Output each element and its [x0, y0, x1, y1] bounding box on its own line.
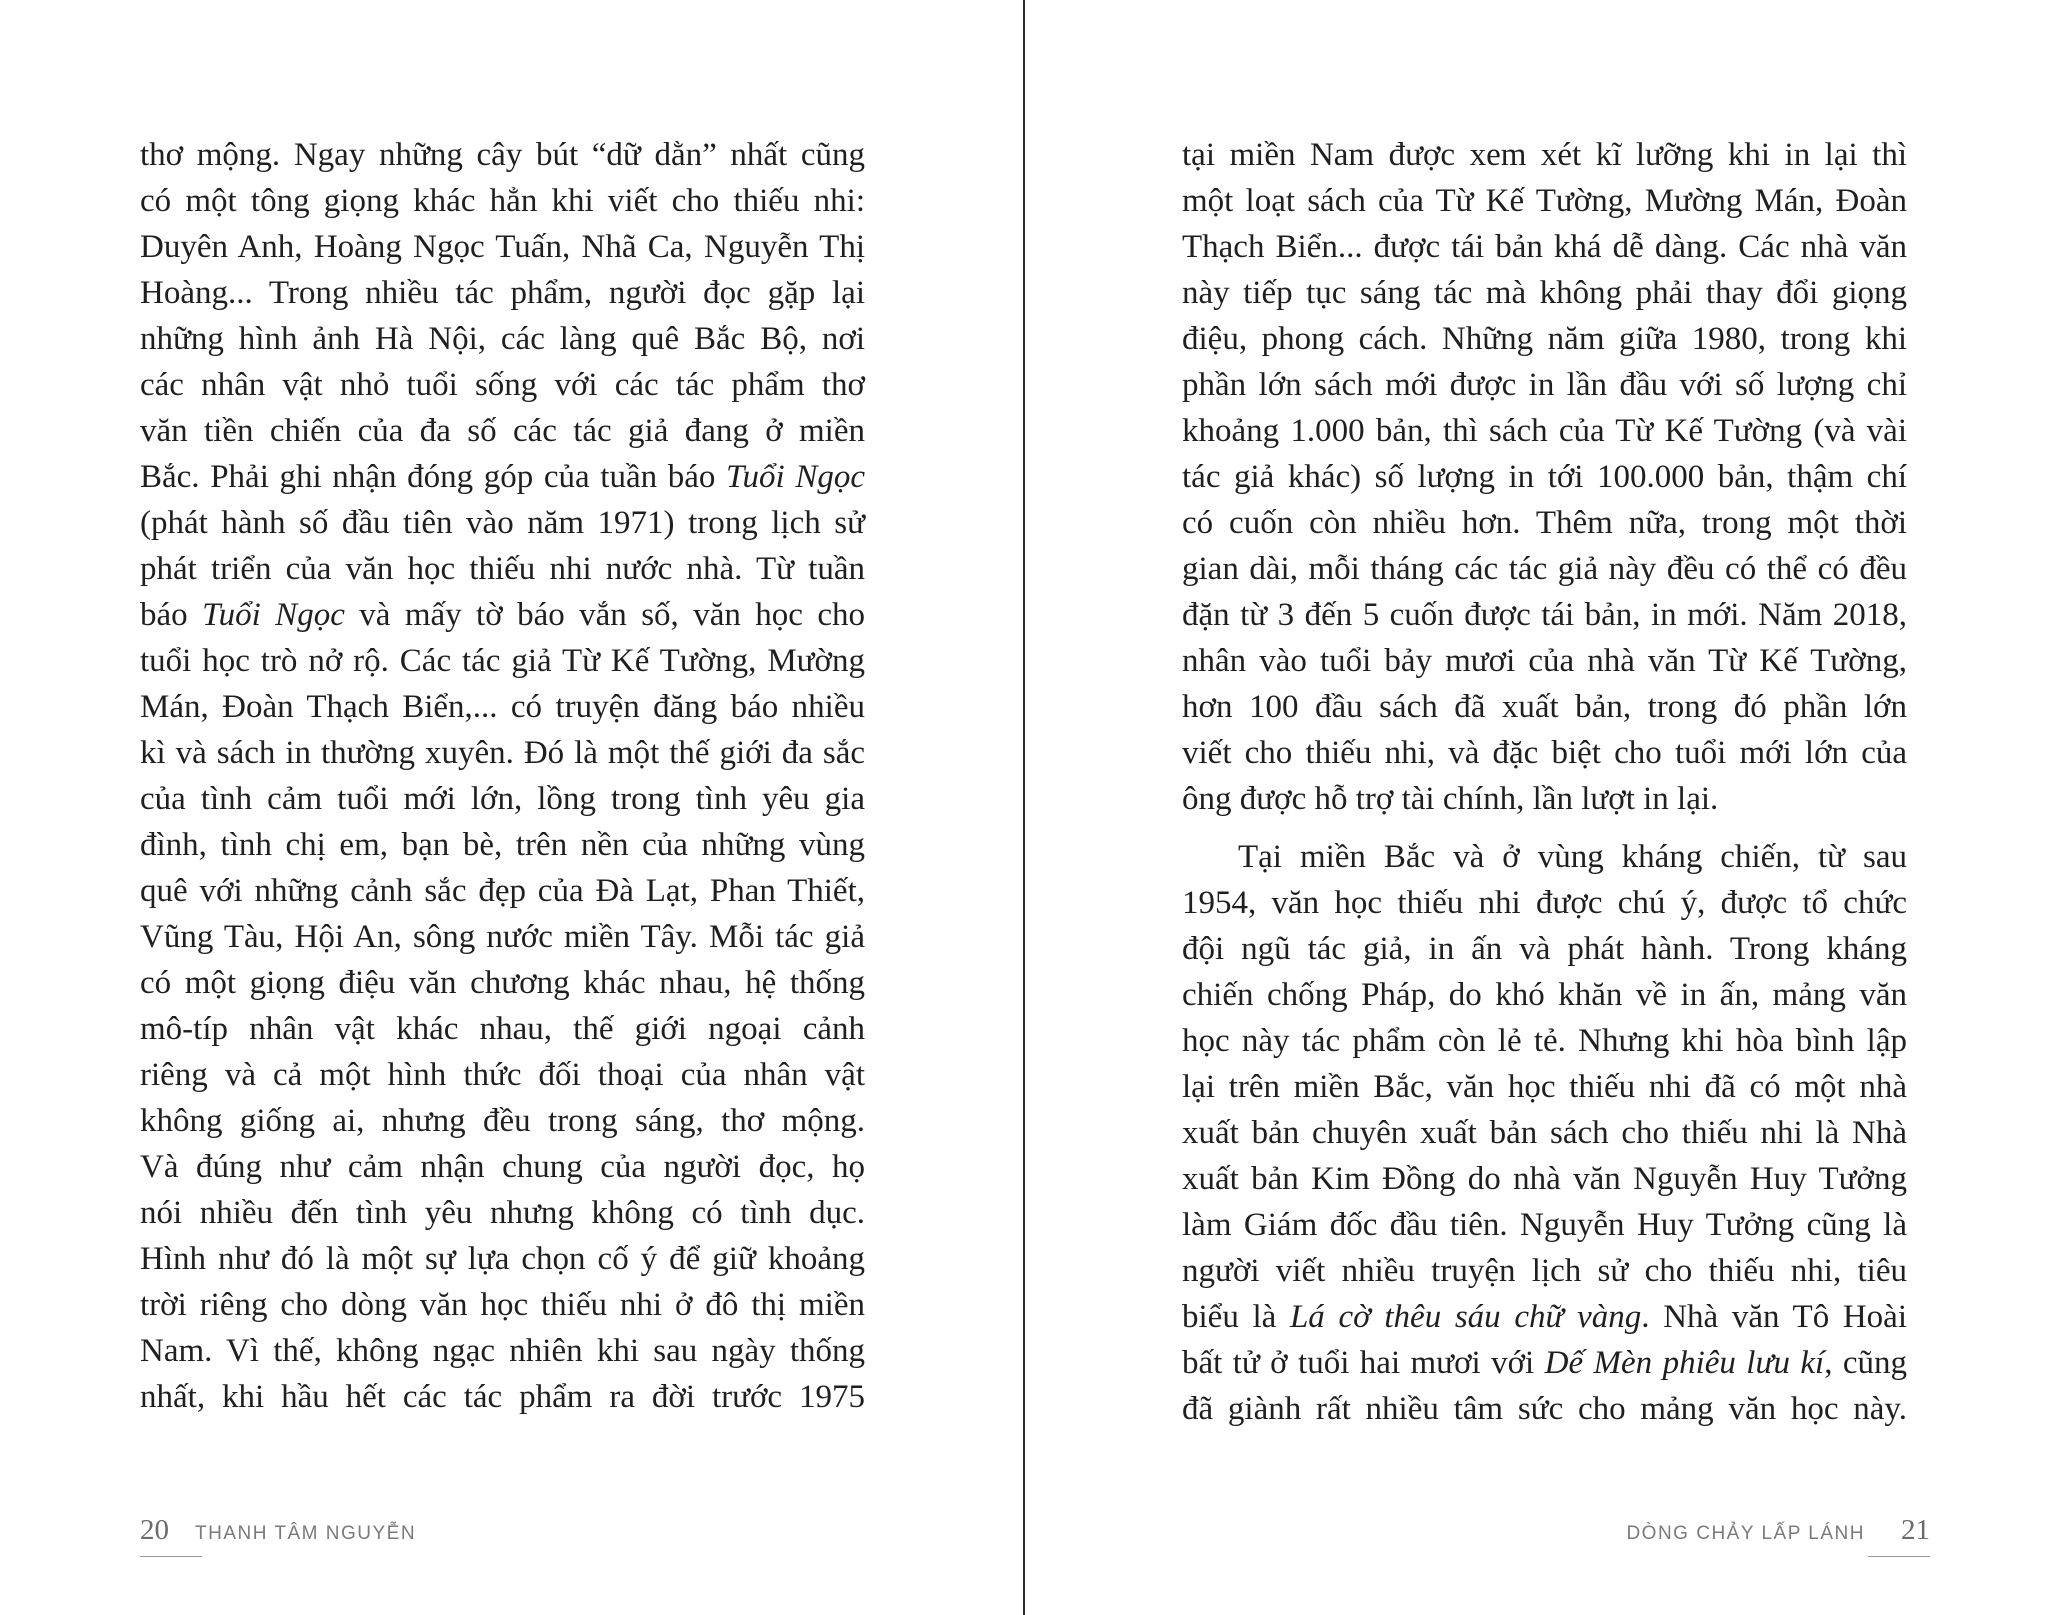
text-line: của tình cảm tuổi mới lớn, lồng trong tình yêu gia [140, 781, 865, 817]
text-line: kì và sách in thường xuyên. Đó là một thế giới đa sắc [140, 735, 865, 771]
text-line: đội ngũ tác giả, in ấn và phát hành. Trong kháng [1182, 931, 1907, 967]
text-line: tuổi học trò nở rộ. Các tác giả Từ Kế Tường, Mường [140, 643, 865, 679]
text-line: có một giọng điệu văn chương khác nhau, hệ thống [140, 965, 865, 1001]
right-body-text [1182, 132, 1907, 1432]
text-line: tác giả khác) số lượng in tới 100.000 bản, thậm chí [1182, 459, 1907, 495]
running-head-book-title: DÒNG CHẢY LẤP LÁNH [1626, 1523, 1865, 1544]
text-line: xuất bản chuyên xuất bản sách cho thiếu nhi là Nhà [1182, 1115, 1907, 1151]
text-line: làm Giám đốc đầu tiên. Nguyễn Huy Tưởng cũng là [1182, 1207, 1907, 1243]
text-line: Duyên Anh, Hoàng Ngọc Tuấn, Nhã Ca, Nguyễn Thị [140, 229, 865, 265]
text-line: quê với những cảnh sắc đẹp của Đà Lạt, Phan Thiết, [140, 873, 865, 909]
text-line: Hoàng... Trong nhiều tác phẩm, người đọc gặp lại [140, 275, 865, 311]
italic-title: Dế Mèn phiêu lưu kí [1544, 1345, 1825, 1381]
folio-rule [1868, 1556, 1930, 1557]
text-line: có một tông giọng khác hẳn khi viết cho thiếu nhi: [140, 183, 865, 219]
text-line: có cuốn còn nhiều hơn. Thêm nữa, trong một thời [1182, 505, 1907, 541]
text-line: này tiếp tục sáng tác mà không phải thay đổi giọng [1182, 275, 1907, 311]
text-line: phần lớn sách mới được in lần đầu với số lượng chỉ [1182, 367, 1907, 403]
text-line: Nam. Vì thế, không ngạc nhiên khi sau ngày thống [140, 1333, 865, 1369]
text-line: Tại miền Bắc và ở vùng kháng chiến, từ sau [1238, 839, 1907, 875]
text-line: mô-típ nhân vật khác nhau, thế giới ngoại cảnh [140, 1011, 865, 1047]
text-line: 1954, văn học thiếu nhi được chú ý, được tổ chức [1182, 885, 1907, 921]
page-number: 20 [140, 1514, 169, 1546]
text-line: viết cho thiếu nhi, và đặc biệt cho tuổi mới lớn của [1182, 735, 1907, 771]
italic-title: Tuổi Ngọc [202, 597, 345, 633]
text-line: đã giành rất nhiều tâm sức cho mảng văn học này. [1182, 1391, 1907, 1427]
text-line: điệu, phong cách. Những năm giữa 1980, trong khi [1182, 321, 1907, 357]
page-number: 21 [1901, 1514, 1930, 1546]
text-line: Và đúng như cảm nhận chung của người đọc, họ [140, 1149, 865, 1185]
text-line: không giống ai, nhưng đều trong sáng, thơ mộng. [140, 1103, 865, 1139]
text-line: gian dài, mỗi tháng các tác giả này đều có thể có đều [1182, 551, 1907, 587]
text-line: phát triển của văn học thiếu nhi nước nhà. Từ tuần [140, 551, 865, 587]
text-line: một loạt sách của Từ Kế Tường, Mường Mán, Đoàn [1182, 183, 1907, 219]
text-line: báo Tuổi Ngọc và mấy tờ báo vắn số, văn học cho [140, 597, 865, 633]
text-line: (phát hành số đầu tiên vào năm 1971) trong lịch sử [140, 505, 865, 541]
text-line: Bắc. Phải ghi nhận đóng góp của tuần báo Tuổi Ngọc [140, 459, 866, 495]
right-footer [1626, 1514, 1930, 1558]
text-line: trời riêng cho dòng văn học thiếu nhi ở đô thị miền [140, 1287, 865, 1323]
text-line: học này tác phẩm còn lẻ tẻ. Nhưng khi hòa bình lập [1182, 1023, 1907, 1059]
text-line: riêng và cả một hình thức đối thoại của nhân vật [140, 1057, 865, 1093]
right-page [1025, 0, 2048, 1615]
text-line: Thạch Biển... được tái bản khá dễ dàng. Các nhà văn [1182, 229, 1907, 265]
text-line: Vũng Tàu, Hội An, sông nước miền Tây. Mỗi tác giả [140, 919, 865, 955]
folio-rule [140, 1556, 202, 1557]
text-line: đình, tình chị em, bạn bè, trên nền của những vùng [140, 827, 865, 863]
text-line: tại miền Nam được xem xét kĩ lưỡng khi in lại thì [1182, 137, 1907, 173]
paragraph-gap [1182, 822, 1907, 834]
text-line: những hình ảnh Hà Nội, các làng quê Bắc Bộ, nơi [140, 321, 865, 357]
running-head-author: THANH TÂM NGUYỄN [195, 1523, 417, 1544]
text-line: hơn 100 đầu sách đã xuất bản, trong đó phần lớn [1182, 689, 1907, 725]
text-line: nói nhiều đến tình yêu nhưng không có tình dục. [140, 1195, 865, 1231]
text-line: người viết nhiều truyện lịch sử cho thiếu nhi, tiêu [1182, 1253, 1907, 1289]
text-line: văn tiền chiến của đa số các tác giả đang ở miền [140, 413, 865, 449]
text-line: biểu là Lá cờ thêu sáu chữ vàng. Nhà văn Tô Hoài [1182, 1299, 1908, 1335]
text-line: thơ mộng. Ngay những cây bút “dữ dằn” nhất cũng [140, 137, 865, 173]
text-line: xuất bản Kim Đồng do nhà văn Nguyễn Huy Tưởng [1182, 1161, 1907, 1197]
left-body-text [140, 132, 865, 1420]
text-line: đặn từ 3 đến 5 cuốn được tái bản, in mới. Năm 2018, [1182, 597, 1907, 633]
text-line: Hình như đó là một sự lựa chọn cố ý để giữ khoảng [140, 1241, 865, 1277]
text-line: lại trên miền Bắc, văn học thiếu nhi đã có một nhà [1182, 1069, 1907, 1105]
text-line: nhất, khi hầu hết các tác phẩm ra đời trước 1975 [140, 1379, 865, 1415]
left-page [0, 0, 1023, 1615]
text-line: ông được hỗ trợ tài chính, lần lượt in lại. [1182, 781, 1719, 817]
italic-title: Lá cờ thêu sáu chữ vàng [1289, 1299, 1642, 1335]
text-line: chiến chống Pháp, do khó khăn về in ấn, mảng văn [1182, 977, 1907, 1013]
text-line: khoảng 1.000 bản, thì sách của Từ Kế Tường (và vài [1182, 413, 1907, 449]
text-line: Mán, Đoàn Thạch Biển,... có truyện đăng báo nhiều [140, 689, 865, 725]
text-line: nhân vào tuổi bảy mươi của nhà văn Từ Kế Tường, [1182, 643, 1907, 679]
text-line: các nhân vật nhỏ tuổi sống với các tác phẩm thơ [140, 367, 865, 403]
text-line: bất tử ở tuổi hai mươi với Dế Mèn phiêu lưu kí, cũng [1182, 1345, 1908, 1381]
italic-title: Tuổi Ngọc [726, 459, 866, 495]
left-footer [140, 1514, 416, 1558]
